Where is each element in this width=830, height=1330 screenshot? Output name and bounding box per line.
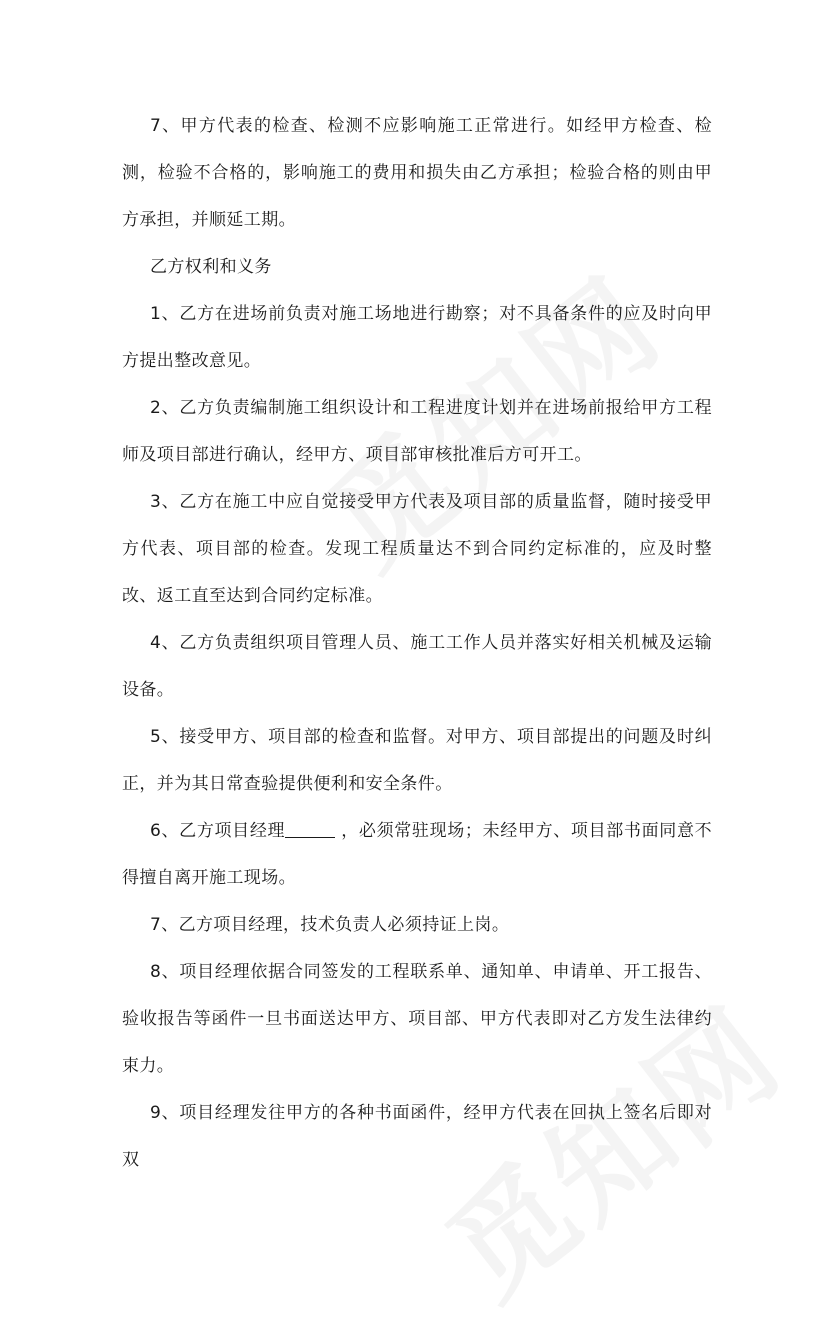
- paragraph-6-before: 6、乙方项目经理: [150, 821, 286, 841]
- document-body: [122, 103, 712, 1184]
- fill-in-blank: [285, 819, 335, 838]
- paragraph-party-b-item-7: 7、乙方项目经理，技术负责人必须持证上岗。: [150, 915, 510, 935]
- paragraph-party-b-item-2: 2、乙方负责编制施工组织设计和工程进度计划并在进场前报给甲方工程师及项目部进行确认，经甲方、项目部审核批准后方可开工。: [122, 398, 712, 465]
- paragraph-party-b-item-3: 3、乙方在施工中应自觉接受甲方代表及项目部的质量监督，随时接受甲方代表、项目部的检查。发现工程质量达不到合同约定标准的，应及时整改、返工直至达到合同约定标准。: [122, 492, 712, 606]
- paragraph-party-b-item-8: 8、项目经理依据合同签发的工程联系单、通知单、申请单、开工报告、验收报告等函件一旦书面送达甲方、项目部、甲方代表即对乙方发生法律约束力。: [122, 962, 712, 1076]
- paragraph-party-b-item-4: 4、乙方负责组织项目管理人员、施工工作人员并落实好相关机械及运输设备。: [122, 633, 712, 700]
- section-heading-party-b-rights: 乙方权利和义务: [150, 257, 272, 277]
- paragraph-6-after: ，必须常驻现场；未经甲方、项目部书面同意不得擅自离开施工现场。: [122, 821, 713, 888]
- paragraph-party-b-item-9: 9、项目经理发往甲方的各种书面函件，经甲方代表在回执上签名后即对双: [122, 1103, 712, 1170]
- paragraph-party-b-item-6: [122, 808, 712, 902]
- paragraph-party-a-item-7: 7、甲方代表的检查、检测不应影响施工正常进行。如经甲方检查、检测，检验不合格的，影响施工的费用和损失由乙方承担；检验合格的则由甲方承担，并顺延工期。: [122, 116, 712, 230]
- paragraph-party-b-item-1: 1、乙方在进场前负责对施工场地进行勘察；对不具备条件的应及时向甲方提出整改意见。: [122, 304, 712, 371]
- paragraph-party-b-item-5: 5、接受甲方、项目部的检查和监督。对甲方、项目部提出的问题及时纠正，并为其日常查验提供便利和安全条件。: [122, 727, 712, 794]
